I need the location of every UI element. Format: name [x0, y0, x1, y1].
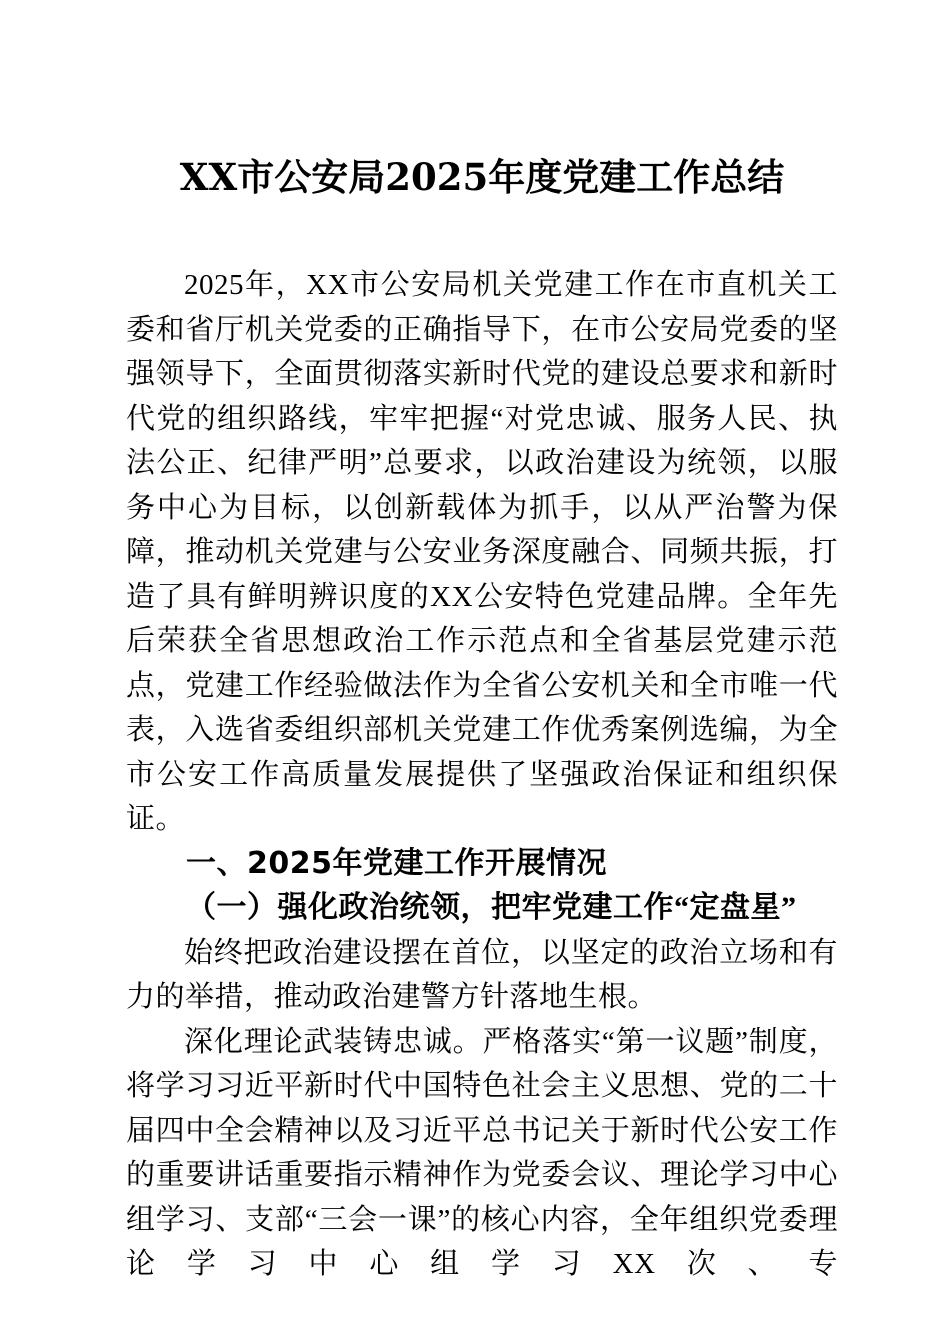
section-heading: （一）强化政治统领，把牢党建工作“定盘星” [186, 891, 797, 924]
paragraph: 深化理论武装铸忠诚。严格落实“第一议题”制度，将学习习近平新时代中国特色社会主义思想、党的二十届四中全会精神以及习近平总书记关于新时代公安工作的重要讲话重要指示精神作为党委会议、理论学习中心组学习、支部“三会一课”的核心内容，全年组织党委理论学习中心组学习XX次、专 [126, 1025, 838, 1280]
document-title: XX市公安局2025年度党建工作总结 [179, 155, 785, 199]
paragraph: 始终把政治建设摆在首位，以坚定的政治立场和有力的举措，推动政治建警方针落地生根。 [126, 936, 838, 1013]
document-body [126, 263, 838, 1287]
paragraph: 2025年，XX市公安局机关党建工作在市直机关工委和省厅机关党委的正确指导下，在市公安局党委的坚强领导下，全面贯彻落实新时代党的建设总要求和新时代党的组织路线，牢牢把握“对党忠诚、服务人民、执法公正、纪律严明”总要求，以政治建设为统领，以服务中心为目标，以创新载体为抓手，以从严治警为保障，推动机关党建与公安业务深度融合、同频共振，打造了具有鲜明辨识度的XX公安特色党建品牌。全年先后荣获全省思想政治工作示范点和全省基层党建示范点，党建工作经验做法作为全省公安机关和全市唯一代表，入选省委组织部机关党建工作优秀案例选编，为全市公安工作高质量发展提供了坚强政治保证和组织保证。 [126, 269, 838, 835]
section-heading: 一、2025年党建工作开展情况 [186, 845, 607, 881]
